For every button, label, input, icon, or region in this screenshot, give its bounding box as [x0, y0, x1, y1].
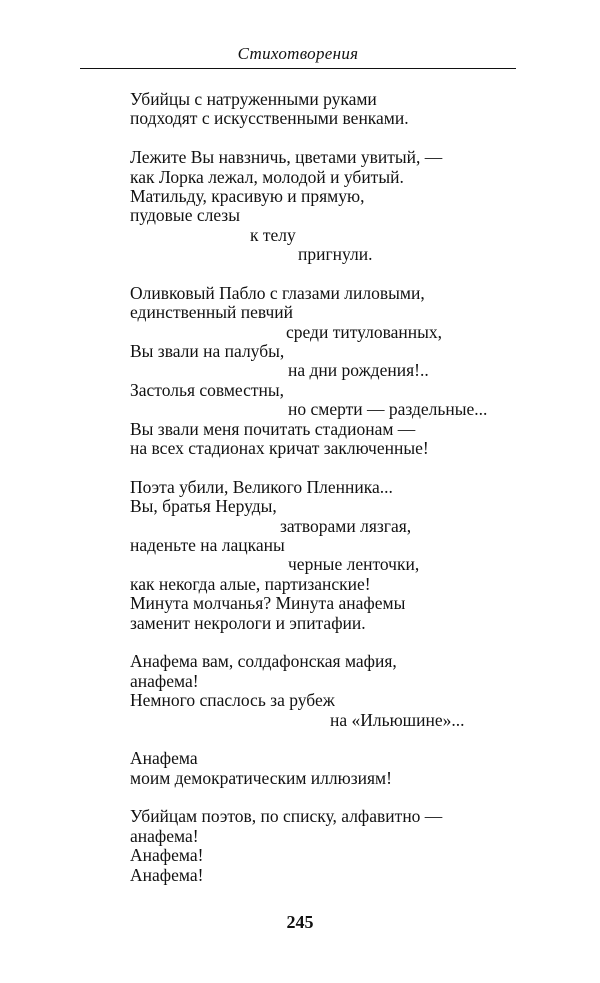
poem-line: как Лорка лежал, молодой и убитый. [130, 166, 404, 187]
poem-line: Убийцы с натруженными руками [130, 89, 377, 109]
poem-line: Поэта убили, Великого Пленника... [130, 476, 393, 497]
stanza [130, 90, 530, 129]
stanza [130, 284, 530, 459]
poem-line: Оливковый Пабло с глазами лиловыми, [130, 282, 425, 303]
poem-line: затворами лязгая, [280, 515, 412, 536]
stanza [130, 807, 530, 885]
poem-line: Лежите Вы навзничь, цветами увитый, — [130, 147, 443, 168]
poem-line: заменит некрологи и эпитафии. [130, 612, 366, 633]
poem-line: наденьте на лацканы [130, 534, 285, 555]
stanza [130, 749, 530, 788]
poem-line: Анафема! [130, 864, 204, 885]
poem-line: единственный певчий [130, 302, 294, 323]
stanza-gap [130, 730, 530, 749]
stanza [130, 148, 530, 264]
poem-line: к телу [250, 224, 296, 245]
poem-line: Матильду, красивую и прямую, [130, 185, 365, 206]
poem-line: черные ленточки, [288, 554, 420, 575]
poem-line: Анафема! [130, 845, 204, 866]
running-header-title: Стихотворения [237, 44, 359, 63]
poem-line: на дни рождения!.. [288, 360, 429, 381]
stanza-gap [130, 129, 530, 148]
poem-line: на всех стадионах кричат заключенные! [130, 438, 429, 459]
poem-line: как некогда алые, партизанские! [130, 573, 371, 594]
poem-line: Застолья совместны, [130, 379, 285, 400]
poem-line: анафема! [130, 670, 199, 691]
poem-line: пригнули. [298, 244, 373, 265]
poem-line: моим демократическим иллюзиям! [130, 767, 392, 788]
stanza-gap [130, 633, 530, 652]
poem-line: Немного спаслось за рубеж [130, 690, 335, 711]
stanza-gap [130, 788, 530, 807]
stanza-gap [130, 265, 530, 284]
poem-line: Минута молчанья? Минута анафемы [130, 593, 406, 614]
poem-body [130, 90, 530, 885]
stanza [130, 478, 530, 633]
poem-line: Убийцам поэтов, по списку, алфавитно — [130, 806, 443, 827]
poem-line: Вы звали на палубы, [130, 341, 285, 362]
poem-line: подходят с искусственными венками. [130, 108, 409, 129]
running-header [80, 44, 516, 64]
header-rule [80, 68, 516, 69]
poem-line: Анафема [130, 748, 198, 769]
poem-line: Вы звали меня почитать стадионам — [130, 418, 416, 439]
poem-line: пудовые слезы [130, 205, 240, 226]
poem-line: на «Ильюшине»... [330, 709, 465, 730]
poem-line: но смерти — раздельные... [288, 399, 488, 420]
stanza [130, 652, 530, 730]
page-number: 245 [286, 912, 314, 932]
poem-line: Анафема вам, солдафонская мафия, [130, 651, 397, 672]
poem-line: анафема! [130, 825, 199, 846]
poem-line: Вы, братья Неруды, [130, 496, 277, 517]
poem-line: среди титулованных, [286, 321, 443, 342]
stanza-gap [130, 458, 530, 477]
